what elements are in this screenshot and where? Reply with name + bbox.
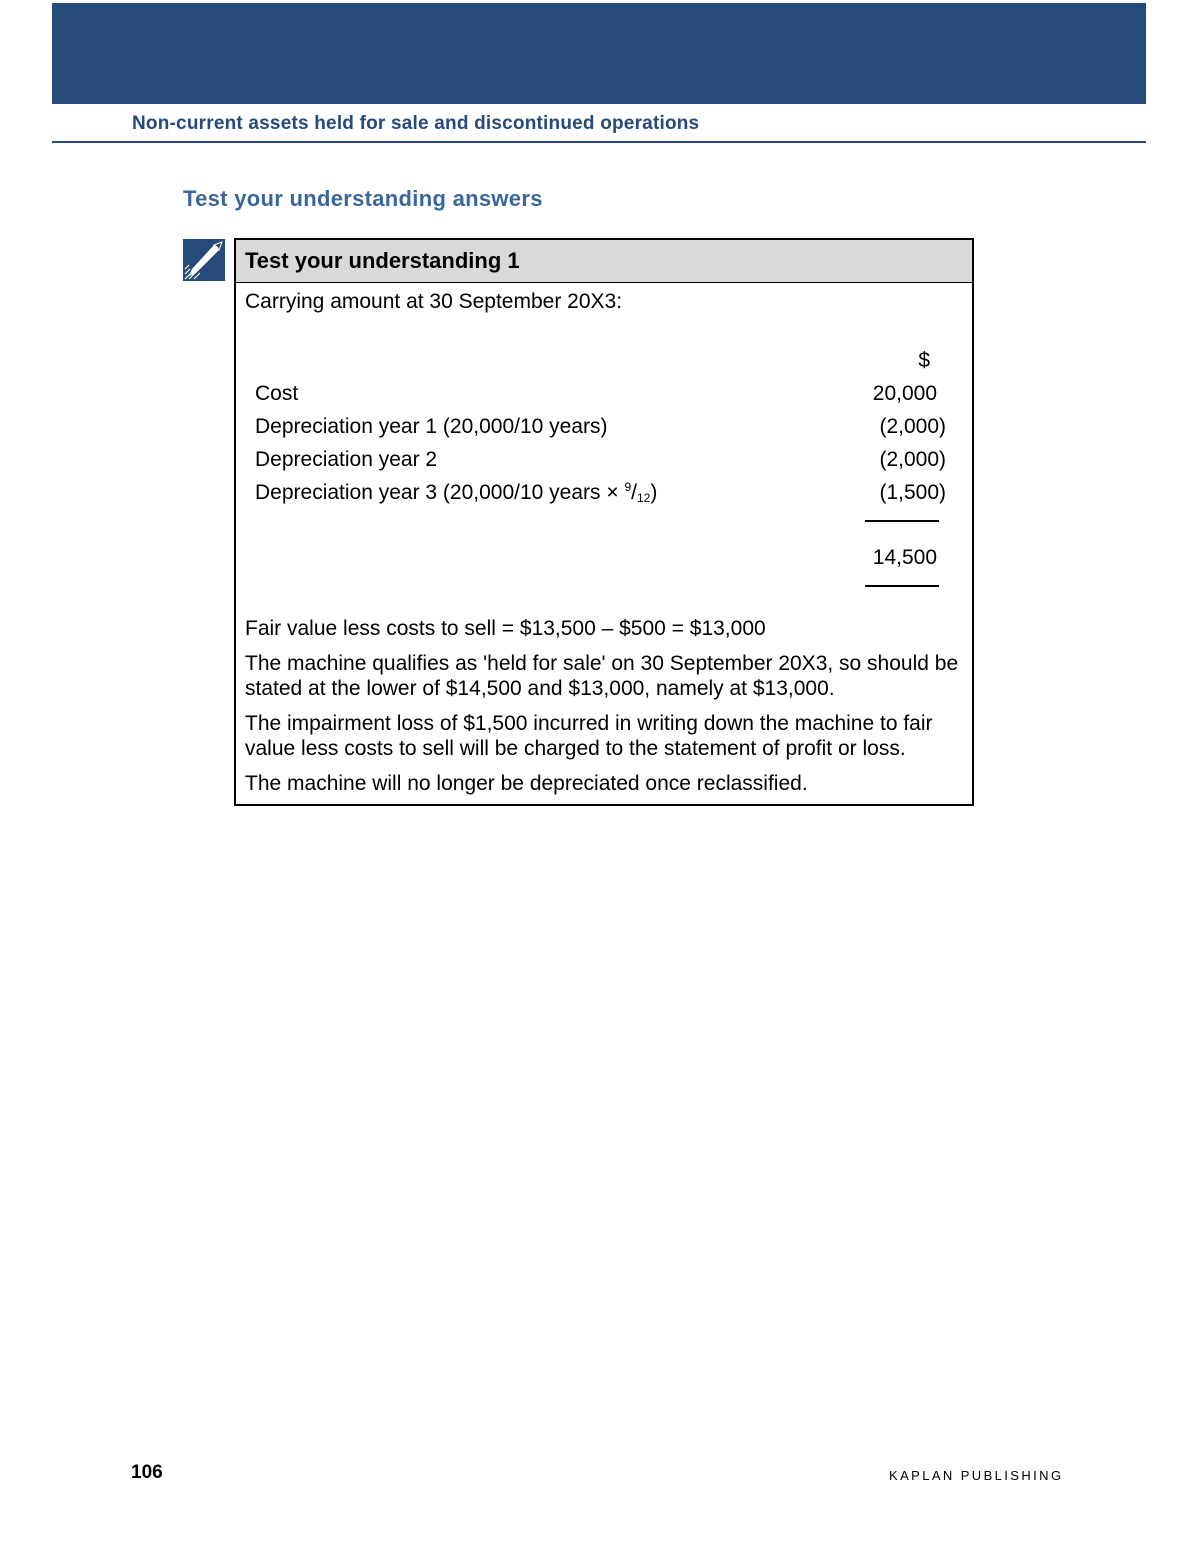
row-label (255, 480, 657, 505)
pencil-icon (183, 239, 225, 281)
paragraph: The machine will no longer be depreciated once reclassified. (245, 772, 808, 795)
row-label-start: Depreciation year 3 (20,000/10 years × (255, 481, 625, 504)
subtotal-rule (865, 520, 939, 522)
running-title: Non-current assets held for sale and discontinued operations (132, 113, 700, 134)
fraction-denominator: 12 (637, 491, 651, 505)
row-label: Depreciation year 1 (20,000/10 years) (255, 415, 608, 438)
calculation-table (245, 322, 963, 570)
row-label-end: ) (650, 481, 658, 504)
total-rule (865, 585, 939, 587)
tyu-title: Test your understanding 1 (236, 240, 972, 283)
row-value: (2,000) (879, 448, 946, 471)
page-number: 106 (131, 1462, 163, 1483)
fraction-slash: / (631, 481, 637, 504)
paragraph: The impairment loss of $1,500 incurred in writing down the machine to fair value less costs to sell will be charged to the statement of profit or loss. (245, 712, 933, 760)
tyu-body (236, 283, 972, 804)
currency-header: $ (918, 349, 930, 372)
row-value: 20,000 (872, 382, 937, 405)
tyu-box (234, 238, 974, 806)
total-value: 14,500 (872, 546, 937, 569)
row-label: Depreciation year 2 (255, 448, 438, 471)
intro-text: Carrying amount at 30 September 20X3: (245, 290, 623, 313)
row-value: (2,000) (879, 415, 946, 438)
paragraph: Fair value less costs to sell = $13,500 – $500 = $13,000 (245, 617, 766, 640)
fraction-numerator: 9 (624, 480, 632, 494)
publisher-name: KAPLAN PUBLISHING (889, 1468, 1064, 1483)
section-heading: Test your understanding answers (183, 186, 543, 211)
paragraph: The machine qualifies as 'held for sale' on 30 September 20X3, so should be stated at the lower of $14,500 and $13,000, namely at $13,000. (245, 652, 959, 700)
header-banner (52, 3, 1146, 104)
header-rule (52, 141, 1146, 143)
row-label: Cost (255, 382, 299, 405)
row-value: (1,500) (879, 481, 946, 504)
